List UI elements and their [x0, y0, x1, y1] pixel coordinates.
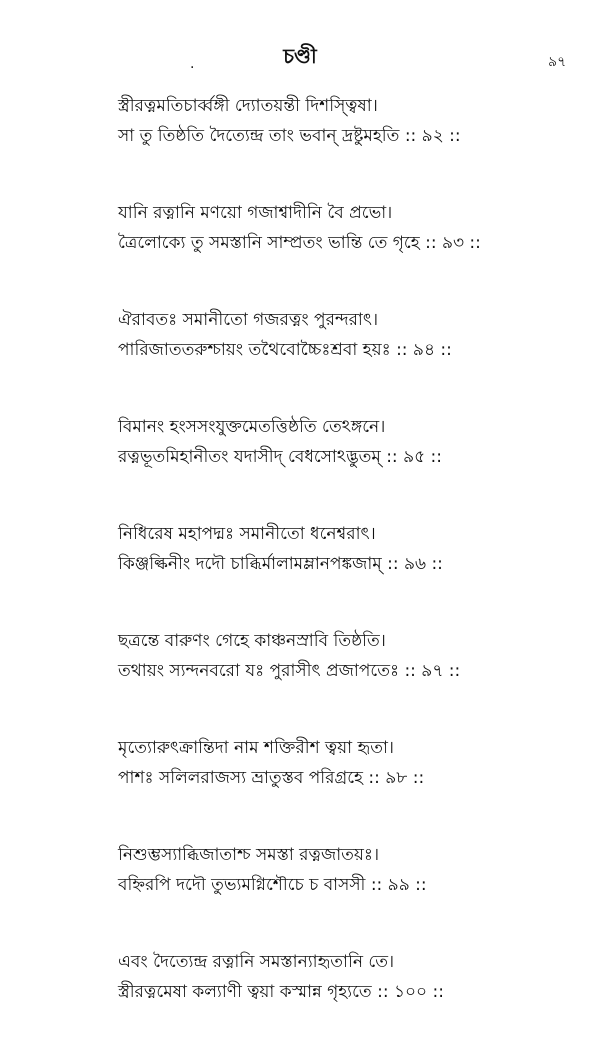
verse-96 [118, 522, 588, 629]
verse-list [118, 94, 588, 1057]
verse-line: নিধিরেষ মহাপদ্মঃ সমানীতো ধনেশ্বরাৎ। [118, 524, 376, 544]
verse-92 [118, 94, 588, 201]
verse-line: বহ্নিরপি দদৌ তুভ্যমগ্নিশৌচে চ বাসসী :: ৯৯ :: [118, 875, 427, 895]
verse-line: সা তু তিষ্ঠতি দৈত্যেন্দ্র তাং ভবান্ দ্রষ্টুমহতি :: ৯২ :: [118, 126, 461, 146]
verse-95 [118, 415, 588, 522]
verse-line: বিমানং হংসসংযুক্তমেতত্তিষ্ঠতি তেঽঙ্গনে। [118, 417, 386, 437]
page-number: ৯৭ [548, 54, 567, 70]
verse-line: ঐরাবতঃ সমানীতো গজরত্নং পুরন্দরাৎ। [118, 310, 379, 330]
verse-line: মৃত্যোরুৎক্রান্তিদা নাম শক্তিরীশ ত্বয়া হৃতা। [118, 738, 394, 758]
verse-93 [118, 201, 588, 308]
verse-line: তথায়ং স্যন্দনবরো যঃ পুরাসীৎ প্রজাপতেঃ :: ৯৭ :: [118, 661, 461, 681]
verse-94 [118, 308, 588, 415]
verse-100 [118, 950, 588, 1057]
verse-line: নিশুম্ভস্যাব্ধিজাতাশ্চ সমস্তা রত্নজাতয়ঃ। [118, 845, 380, 865]
verse-line: স্ত্রীরত্নমতিচার্ব্বঙ্গী দ্যোতয়ন্তী দিশস্ত্বিষা। [118, 96, 378, 116]
verse-line: স্ত্রীরত্নমেষা কল্যাণী ত্বয়া কস্মান্ন গৃহ্যতে :: ১০০ :: [118, 982, 444, 1002]
verse-97 [118, 629, 588, 736]
verse-line: পারিজাততরুশ্চায়ং তথৈবোচ্চৈঃশ্রবা হয়ঃ :: ৯৪ :: [118, 340, 452, 360]
verse-line: ত্রৈলোক্যে তু সমস্তানি সাম্প্রতং ভান্তি তে গৃহে :: ৯৩ :: [118, 233, 481, 253]
verse-line: রত্নভূতমিহানীতং যদাসীদ্ বেধসোঽদ্ভুতম্ :: ৯৫ :: [118, 447, 442, 467]
verse-98 [118, 736, 588, 843]
verse-line: এবং দৈত্যেন্দ্র রত্নানি সমস্তান্যাহৃতানি তে। [118, 952, 395, 972]
verse-line: যানি রত্নানি মণয়ো গজাশ্বাদীনি বৈ প্রভো। [118, 203, 393, 223]
page-title: চণ্ডী [283, 44, 317, 68]
stray-mark: · [190, 60, 195, 76]
verse-99 [118, 843, 588, 950]
verse-line: কিঞ্জল্কিনীং দদৌ চাব্ধির্মালামম্লানপঙ্কজাম্ :: ৯৬ :: [118, 554, 443, 574]
verse-line: ছত্রন্তে বারুণং গেহে কাঞ্চনস্রাবি তিষ্ঠতি। [118, 631, 386, 651]
verse-line: পাশঃ সলিলরাজস্য ভ্রাতুস্তব পরিগ্রহে :: ৯৮ :: [118, 768, 425, 788]
